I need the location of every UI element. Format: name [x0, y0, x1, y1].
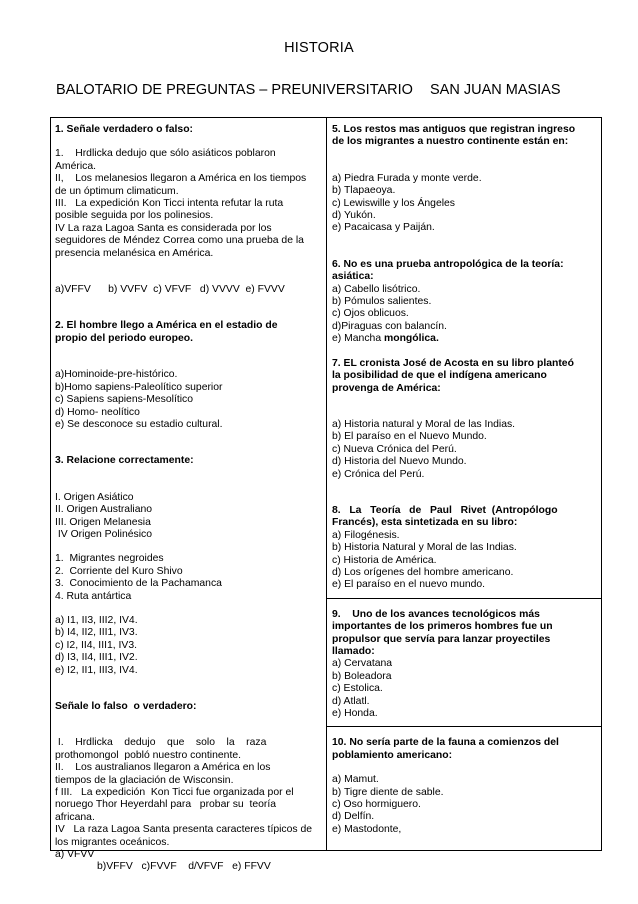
q10-option: c) Oso hormiguero. — [332, 799, 421, 811]
q6-option: a) Cabello lisótrico. — [332, 283, 421, 295]
q4-title: Señale lo falso o verdadero: — [55, 701, 197, 712]
q9-option: e) Honda. — [332, 708, 378, 720]
q8-option: a) Filogénesis. — [332, 529, 400, 541]
q6-option: d)Piraguas con balancín. — [332, 320, 447, 332]
q3-item: 4. Ruta antártica — [55, 590, 132, 602]
q10-option: d) Delfín. — [332, 811, 375, 823]
q2-option: e) Se desconoce su estadio cultural. — [55, 418, 223, 430]
q5-title: de los migrantes a nuestro continente están en: — [332, 136, 569, 148]
q8-option: c) Historia de América. — [332, 554, 437, 566]
q3-origin: III. Origen Melanesia — [55, 516, 151, 528]
q4-line: los migrantes oceánicos. — [55, 836, 170, 848]
q3-item: 1. Migrantes negroides — [55, 553, 164, 565]
q3-item: 3. Conocimiento de la Pachamanca — [55, 578, 222, 590]
q7-option: e) Crónica del Perú. — [332, 468, 425, 480]
q10-option: e) Mastodonte, — [332, 823, 402, 835]
q7-option: a) Historia natural y Moral de las Indias. — [332, 418, 516, 430]
q9-title: propulsor que servía para lanzar proyectiles — [332, 633, 551, 645]
q8-option: e) El paraíso en el nuevo mundo. — [332, 579, 486, 591]
q5-option: b) Tlapaeoya. — [332, 185, 396, 197]
q10-title: poblamiento americano: — [332, 749, 453, 761]
q10-option: a) Mamut. — [332, 774, 379, 786]
q3-option: d) I3, II4, III1, IV2. — [55, 652, 138, 664]
q8-option: b) Historia Natural y Moral de las Indias. — [332, 542, 517, 554]
q9-option: b) Boleadora — [332, 670, 392, 682]
q1-line: III. La expedición Kon Ticci intenta refutar la ruta — [55, 198, 284, 210]
q4-line: noruego Thor Heyerdahl para probar su teoría — [55, 799, 277, 811]
q6-option: c) Ojos oblicuos. — [332, 308, 409, 320]
q4-line: africana. — [55, 811, 95, 823]
q3-origin: II. Origen Australiano — [55, 504, 153, 516]
q5-option: c) Lewiswille y los Ángeles — [332, 197, 456, 209]
q6-title: asiática: — [332, 271, 374, 283]
q1-line: 1. Hrdlicka dedujo que sólo asiáticos poblaron — [55, 148, 276, 160]
q1-line: América. — [55, 160, 96, 172]
q3-option: b) I4, II2, III1, IV3. — [55, 627, 138, 639]
q1-line: posible seguida por los polinesios. — [55, 210, 214, 222]
page-subtitle — [56, 82, 596, 98]
q1-statements — [55, 148, 319, 260]
q4-line: II. Los australianos llegaron a América en los — [55, 762, 271, 774]
subtitle-course: BALOTARIO DE PREGUNTAS – PREUNIVERSITARIO — [56, 82, 413, 98]
q9-title: llamado: — [332, 646, 375, 657]
q10-title: 10. No sería parte de la fauna a comienzos del — [332, 737, 559, 749]
q8-title: Francés), esta sintetizada en su libro: — [332, 517, 518, 529]
q1-title: 1. Señale verdadero o falso: — [55, 124, 194, 135]
q9-title: 9. Uno de los avances tecnológicos más — [332, 608, 540, 620]
q7-option: c) Nueva Crónica del Perú. — [332, 443, 457, 455]
q1-answers: a)VFFV b) VVFV c) VFVF d) VVVV e) FVVV — [55, 284, 285, 296]
q7-title: la posibilidad de que el indígena americano — [332, 370, 547, 382]
q3-option: c) I2, II4, III1, IV3. — [55, 639, 138, 651]
q5-option: d) Yukón. — [332, 210, 376, 222]
q4-answers: b)VFFV c)FVVF d/VFVF e) FFVV — [97, 861, 271, 873]
q7-option: d) Historia del Nuevo Mundo. — [332, 456, 467, 468]
q3-title: 3. Relacione correctamente: — [55, 455, 194, 467]
q4-line: tiempos de la glaciación de Wisconsin. — [55, 774, 234, 786]
q9-title: importantes de los primeros hombres fue un — [332, 621, 553, 633]
q7-title: 7. EL cronista José de Acosta en su libro planteó — [332, 357, 574, 369]
q3-option: a) I1, II3, III2, IV4. — [55, 614, 138, 626]
right-column — [332, 124, 596, 836]
q6-option-last-prefix: e) Mancha — [332, 333, 384, 345]
left-column — [55, 124, 319, 874]
questions-table — [50, 117, 602, 873]
q9-option: a) Cervatana — [332, 658, 393, 670]
q1-line: IV La raza Lagoa Santa es considerada por los — [55, 222, 272, 234]
q3-origin: I. Origen Asiático — [55, 491, 134, 503]
q3-item: 2. Corriente del Kuro Shivo — [55, 565, 183, 577]
q2-option: c) Sapiens sapiens-Mesolítico — [55, 394, 194, 406]
q3-option: e) I2, II1, III3, IV4. — [55, 664, 138, 676]
q6-option-last — [332, 333, 596, 345]
q4-line: a) VFVV — [55, 849, 95, 861]
q7-title: provenga de América: — [332, 382, 441, 394]
q5-option: e) Pacaicasa y Paiján. — [332, 222, 435, 234]
q1-line: seguidores de Méndez Correa como una prueba de la — [55, 235, 304, 247]
q4-line: prothomongol pobló nuestro continente. — [55, 749, 242, 761]
q4-line: f III. La expedición Kon Ticci fue organizada por el — [55, 787, 294, 799]
q5-title: 5. Los restos mas antiguos que registran ingreso — [332, 124, 576, 135]
q6-option-last-bold: mongólica. — [383, 333, 439, 345]
q4-line: I. Hrdlicka dedujo que solo la raza — [55, 737, 267, 749]
q2-option: a)Hominoide-pre-histórico. — [55, 369, 178, 381]
q3-origin: IV Origen Polinésico — [55, 528, 153, 540]
q1-line: de un óptimum climaticum. — [55, 185, 179, 197]
q10-option: b) Tigre diente de sable. — [332, 786, 444, 798]
q2-title: 2. El hombre llego a América en el estadio de — [55, 320, 278, 332]
q7-option: b) El paraíso en el Nuevo Mundo. — [332, 431, 487, 443]
q6-title: 6. No es una prueba antropológica de la teoría: — [332, 258, 564, 270]
column-divider — [326, 118, 327, 850]
subtitle-school: SAN JUAN MASIAS — [430, 82, 561, 98]
q8-option: d) Los orígenes del hombre americano. — [332, 566, 514, 578]
q1-line: II, Los melanesios llegaron a América en los tiempos — [55, 173, 307, 185]
q2-option: b)Homo sapiens-Paleolítico superior — [55, 381, 223, 393]
page-title: HISTORIA — [284, 40, 354, 56]
q6-option: b) Pómulos salientes. — [332, 296, 432, 308]
q9-option: c) Estolica. — [332, 683, 383, 695]
q2-title: propio del periodo europeo. — [55, 332, 193, 344]
q8-title: 8. La Teoría de Paul Rivet (Antropólogo — [332, 504, 558, 516]
q4-line: IV La raza Lagoa Santa presenta caracteres típicos de — [55, 824, 313, 836]
q5-option: a) Piedra Furada y monte verde. — [332, 172, 482, 184]
q1-line: presencia melanésica en América. — [55, 247, 214, 259]
q9-option: d) Atlatl. — [332, 695, 370, 707]
q2-option: d) Homo- neolítico — [55, 406, 140, 418]
